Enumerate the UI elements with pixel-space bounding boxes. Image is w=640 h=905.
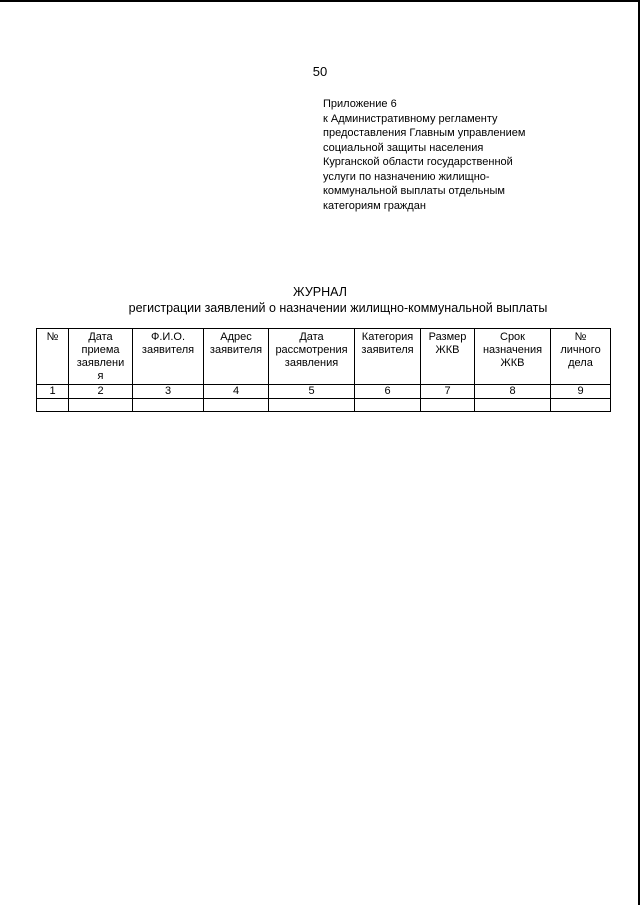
table-header-row	[37, 329, 611, 385]
appendix-line: услуги по назначению жилищно-	[323, 170, 490, 183]
table-cell	[475, 399, 551, 412]
table-cell	[421, 399, 475, 412]
appendix-line: предоставления Главным управлением	[323, 127, 526, 139]
column-header: № личного дела	[551, 329, 611, 385]
column-header: Категория заявителя	[355, 329, 421, 385]
table-cell	[551, 399, 611, 412]
table-cell	[269, 399, 355, 412]
table-cell	[204, 399, 269, 412]
table-cell	[133, 399, 204, 412]
document-title: ЖУРНАЛ	[293, 285, 347, 299]
table-cell: 2	[69, 385, 133, 399]
table-cell: 7	[421, 385, 475, 399]
table-cell: 9	[551, 385, 611, 399]
appendix-line: коммунальной выплаты отдельным	[323, 185, 505, 197]
page-number: 50	[312, 64, 328, 79]
appendix-block	[323, 97, 623, 213]
table-row-numbering	[37, 385, 611, 399]
appendix-line: Приложение 6	[323, 98, 397, 110]
column-header: Дата рассмотрения заявления	[269, 329, 355, 385]
table-cell	[69, 399, 133, 412]
table-cell: 8	[475, 385, 551, 399]
table-cell	[37, 399, 69, 412]
journal-table	[36, 328, 611, 412]
page-top-border	[0, 0, 640, 2]
column-header: Дата приема заявлени я	[69, 329, 133, 385]
table-cell: 6	[355, 385, 421, 399]
table-cell: 5	[269, 385, 355, 399]
column-header: Адрес заявителя	[204, 329, 269, 385]
column-header: Размер ЖКВ	[421, 329, 475, 385]
appendix-line: социальной защиты населения	[323, 141, 484, 154]
appendix-line: категориям граждан	[323, 199, 426, 212]
document-subtitle: регистрации заявлений о назначении жилищно-коммунальной выплаты	[128, 301, 548, 315]
table-cell: 1	[37, 385, 69, 399]
column-header: Срок назначения ЖКВ	[475, 329, 551, 385]
table-cell: 4	[204, 385, 269, 399]
table-row-empty	[37, 399, 611, 412]
appendix-line: Курганской области государственной	[323, 156, 513, 168]
column-header: №	[37, 329, 69, 385]
table-cell: 3	[133, 385, 204, 399]
table-cell	[355, 399, 421, 412]
column-header: Ф.И.О. заявителя	[133, 329, 204, 385]
appendix-line: к Административному регламенту	[323, 112, 498, 125]
